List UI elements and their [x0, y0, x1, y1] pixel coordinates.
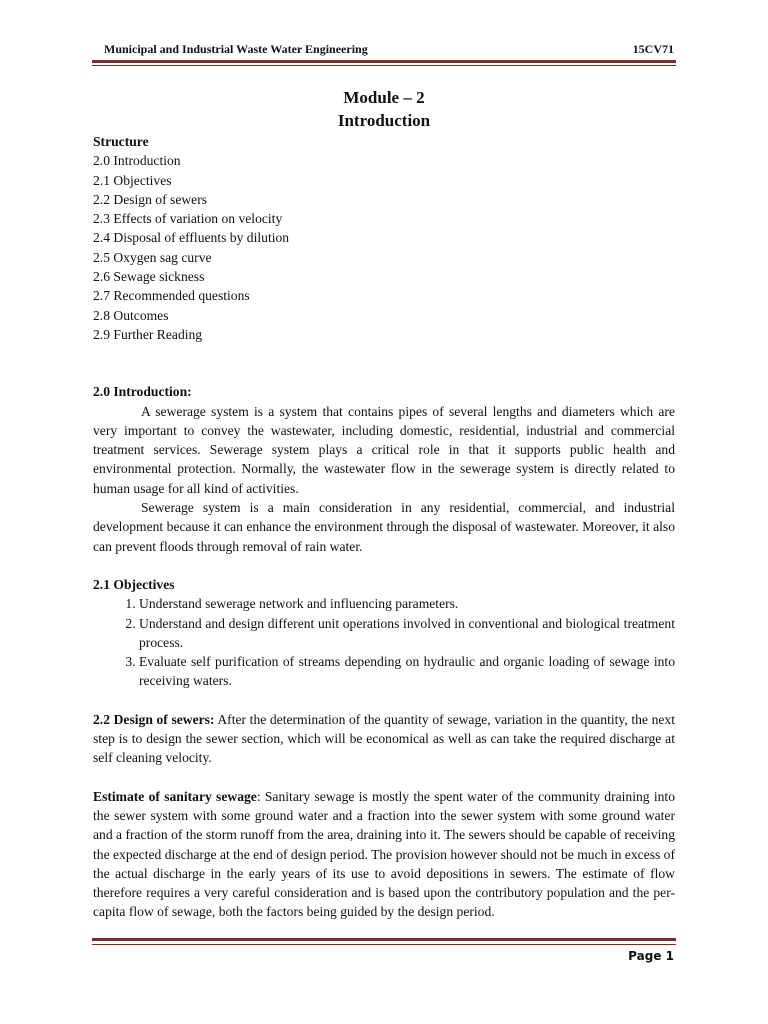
design-heading: 2.2 Design of sewers:: [93, 711, 215, 727]
objectives-heading: 2.1 Objectives: [93, 576, 175, 592]
objectives-list: [93, 594, 675, 690]
design-paragraph: [93, 710, 675, 768]
header-title: Municipal and Industrial Waste Water Engineering: [104, 42, 368, 56]
structure-item: 2.0 Introduction: [93, 153, 181, 169]
estimate-text: : Sanitary sewage is mostly the spent water of the community draining into the sewer system with some ground water and a fraction into the sewer system with some ground water and a fraction of the storm runoff from the area, draining into it. The sewers should be capable of receiving the expected discharge at the end of design period. The provision however should not be much in excess of the actual discharge in the early years of its use to avoid depositions in sewers. The estimate of flow therefore requires a very careful consideration and is based upon the contributory population and the per-capita flow of sewage, both the factors being guided by the design period.: [93, 788, 675, 920]
objective-item: 3. Evaluate self purification of streams depending on hydraulic and organic loading of sewage into receiving waters.: [139, 652, 675, 691]
page-number: Page 1: [628, 949, 674, 963]
structure-item: 2.4 Disposal of effluents by dilution: [93, 230, 290, 246]
intro-paragraph-1: A sewerage system is a system that contains pipes of several lengths and diameters which are very important to convey the wastewater, including domestic, residential, industrial and commercial treatment services. Sewerage system plays a critical role in that it supports public health and environmental protection. Normally, the wastewater flow in the sewerage system is directly related to human usage for all kind of activities.: [93, 403, 675, 496]
document-body: [93, 86, 675, 922]
objective-item: 1. Understand sewerage network and influencing parameters.: [139, 594, 675, 613]
header-code: 15CV71: [632, 42, 674, 56]
structure-item: 2.6 Sewage sickness: [93, 269, 205, 285]
structure-item: 2.1 Objectives: [93, 172, 172, 188]
module-subtitle: Introduction: [337, 111, 431, 130]
structure-heading: Structure: [93, 134, 149, 149]
structure-list: [93, 151, 675, 344]
footer-rule-thin: [92, 944, 676, 945]
structure-item: 2.8 Outcomes: [93, 307, 169, 323]
footer-rule-thick: [92, 938, 676, 941]
estimate-heading: Estimate of sanitary sewage: [93, 788, 257, 804]
page-header: [104, 42, 674, 57]
structure-item: 2.9 Further Reading: [93, 326, 203, 342]
structure-item: 2.3 Effects of variation on velocity: [93, 211, 283, 227]
header-rule-thick: [92, 60, 676, 63]
design-text: After the determination of the quantity of sewage, variation in the quantity, the next step is to design the sewer section, which will be economical as well as can take the required discharge at self cleaning velocity.: [93, 711, 675, 766]
objective-item: 2. Understand and design different unit operations involved in conventional and biological treatment process.: [139, 614, 675, 653]
header-rule-thin: [92, 65, 676, 66]
intro-paragraph-2: Sewerage system is a main consideration in any residential, commercial, and industrial development because it can enhance the environment through the disposal of wastewater. Moreover, it also can prevent floods through removal of rain water.: [93, 500, 675, 554]
structure-item: 2.2 Design of sewers: [93, 191, 208, 207]
structure-item: 2.7 Recommended questions: [93, 288, 250, 304]
module-title: Module – 2: [343, 88, 425, 107]
estimate-paragraph: [93, 787, 675, 922]
intro-heading: 2.0 Introduction:: [93, 384, 192, 400]
structure-item: 2.5 Oxygen sag curve: [93, 249, 212, 265]
